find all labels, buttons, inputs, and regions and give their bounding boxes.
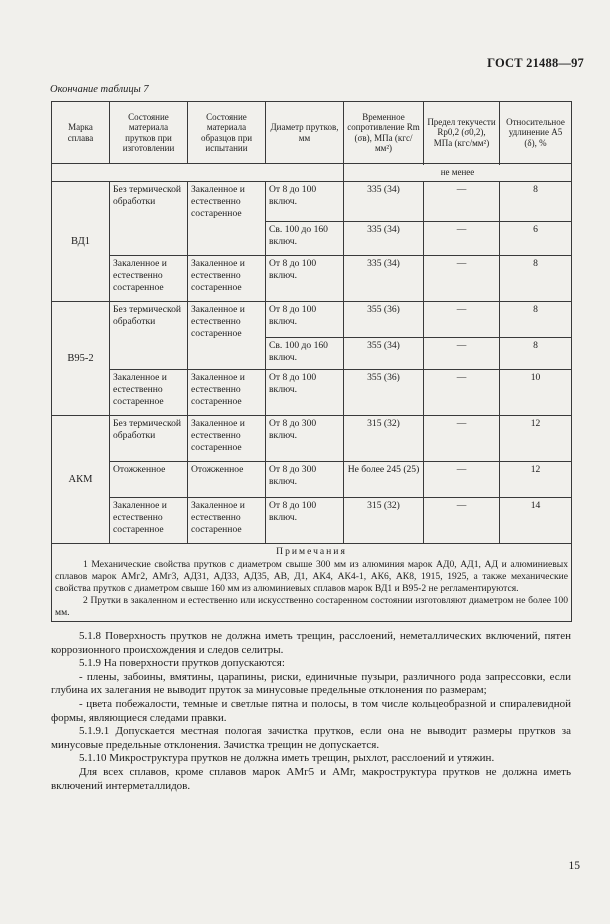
table-caption: Окончание таблицы 7 [50,84,149,95]
document-header: ГОСТ 21488—97 [487,56,584,70]
tensile-cell: 315 (32) [344,416,424,462]
elongation-cell: 8 [500,182,572,222]
state-test-cell: Отожженное [188,462,266,498]
paragraph: - плены, забоины, вмятины, царапины, риски, единичные пузыри, различного рода запрессовки, если глубина их залегания не выводит пруток за минусовые предельные отклонения по размерам; [51,670,571,697]
col-header-grade: Марка сплава [52,102,110,164]
state-mfg-cell: Закаленное и естественно состаренное [110,370,188,416]
col-header-yield: Предел текучести Rp0,2 (σ0,2), МПа (кгс/мм²) [424,102,500,164]
diameter-cell: Св. 100 до 160 включ. [266,222,344,256]
state-mfg-cell: Без термической обработки [110,302,188,370]
grade-cell: В95-2 [52,302,110,416]
tensile-cell: 355 (36) [344,302,424,338]
elongation-cell: 6 [500,222,572,256]
grade-cell: ВД1 [52,182,110,302]
yield-cell: — [424,338,500,370]
yield-cell: — [424,370,500,416]
tensile-cell: 335 (34) [344,182,424,222]
body-text [51,630,571,793]
state-test-cell: Закаленное и естественно состаренное [188,370,266,416]
state-test-cell: Закаленное и естественно состаренное [188,416,266,462]
state-test-cell: Закаленное и естественно состаренное [188,302,266,370]
elongation-cell: 10 [500,370,572,416]
state-mfg-cell: Без термической обработки [110,416,188,462]
yield-cell: — [424,498,500,544]
paragraph: 5.1.9 На поверхности прутков допускаются: [79,657,285,670]
yield-cell: — [424,222,500,256]
state-test-cell: Закаленное и естественно состаренное [188,182,266,256]
col-header-state-test: Состояние материала образцов при испытании [188,102,266,164]
state-mfg-cell: Закаленное и естественно состаренное [110,256,188,302]
tensile-cell: 335 (34) [344,222,424,256]
state-mfg-cell: Без термической обработки [110,182,188,256]
tensile-cell: Не более 245 (25) [344,462,424,498]
paragraph: 5.1.10 Микроструктура прутков не должна иметь трещин, рыхлот, расслоений и утяжин. [79,752,495,765]
tensile-cell: 355 (34) [344,338,424,370]
grade-cell: АКМ [52,416,110,544]
col-header-state-mfg: Состояние материала прутков при изготовлении [110,102,188,164]
diameter-cell: От 8 до 100 включ. [266,498,344,544]
note-2: 2 Прутки в закаленном и естественно или искусственно состаренном состоянии изготовляют диаметром не более 100 мм. [55,595,568,618]
yield-cell: — [424,256,500,302]
diameter-cell: От 8 до 300 включ. [266,416,344,462]
paragraph: 5.1.8 Поверхность прутков не должна иметь трещин, расслоений, неметаллических включений, пятен коррозионного происхождения и следов селитры. [51,630,571,656]
col-header-tensile: Временное сопротивление Rm (σв), МПа (кгс/мм²) [344,102,424,164]
diameter-cell: От 8 до 100 включ. [266,256,344,302]
state-test-cell: Закаленное и естественно состаренное [188,498,266,544]
yield-cell: — [424,182,500,222]
col-header-elongation: Относительное удлинение A5 (δ), % [500,102,572,164]
diameter-cell: От 8 до 300 включ. [266,462,344,498]
diameter-cell: От 8 до 100 включ. [266,182,344,222]
elongation-cell: 8 [500,256,572,302]
state-mfg-cell: Отожженное [110,462,188,498]
notes-title: Примечания [276,546,347,557]
yield-cell: — [424,416,500,462]
table-notes [52,544,572,622]
subheader-min: не менее [344,164,572,182]
tensile-cell: 315 (32) [344,498,424,544]
properties-table [51,101,572,622]
yield-cell: — [424,462,500,498]
col-header-diameter: Диаметр прутков, мм [266,102,344,164]
tensile-cell: 355 (36) [344,370,424,416]
elongation-cell: 12 [500,416,572,462]
elongation-cell: 8 [500,302,572,338]
diameter-cell: Св. 100 до 160 включ. [266,338,344,370]
elongation-cell: 14 [500,498,572,544]
yield-cell: — [424,302,500,338]
diameter-cell: От 8 до 100 включ. [266,370,344,416]
state-test-cell: Закаленное и естественно состаренное [188,256,266,302]
note-1: 1 Механические свойства прутков с диаметром свыше 300 мм из алюминия марок АД0, АД1, АД и алюминиевых сплавов марок АМг2, АМг3, АД31, АД33, АД35, АВ, Д1, АК4, АК4-1, АК6, АК8, 1915, 1925, а также механические свойства прутков с диаметром свыше 160 мм из алюминиевых сплавов марок ВД1 и В95-2 не регламентируются. [55,559,568,594]
paragraph: Для всех сплавов, кроме сплавов марок АМг5 и АМг, макроструктура прутков не должна иметь включений интерметаллидов. [51,765,571,792]
page-number: 15 [568,860,580,872]
paragraph: 5.1.9.1 Допускается местная пологая зачистка прутков, если она не выводит размеры прутков за минусовые предельные отклонения. Зачистка трещин не допускается. [51,725,571,751]
state-mfg-cell: Закаленное и естественно состаренное [110,498,188,544]
diameter-cell: От 8 до 100 включ. [266,302,344,338]
elongation-cell: 12 [500,462,572,498]
tensile-cell: 335 (34) [344,256,424,302]
paragraph: - цвета побежалости, темные и светлые пятна и полосы, в том числе кольцеобразной и спиралевидной формы, являющиеся следами правки. [51,697,571,724]
elongation-cell: 8 [500,338,572,370]
